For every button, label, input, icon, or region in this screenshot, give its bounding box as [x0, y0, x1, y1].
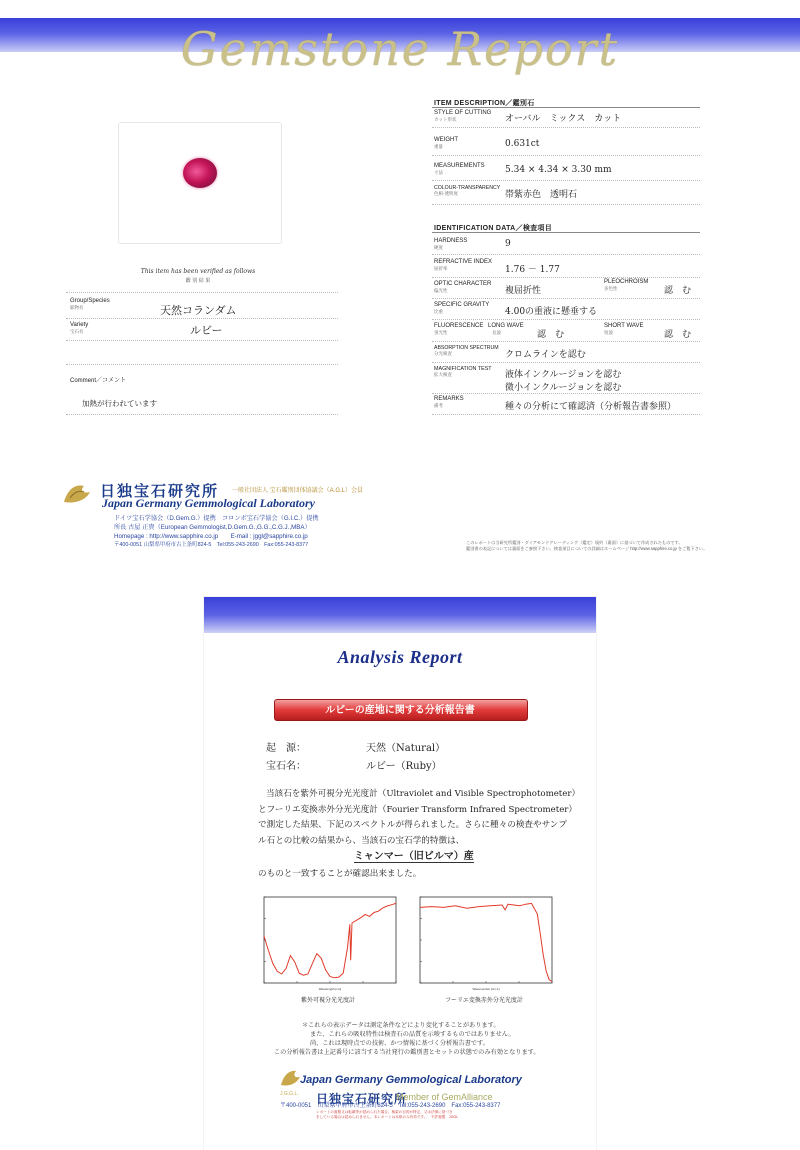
verified-caption: This item has been verified as follows [140, 268, 256, 275]
lab-association: 一般社団法人 宝石鑑別団体協議会（A.G.L）会員 [232, 488, 364, 494]
weight-value: 0.631ct [505, 139, 540, 149]
remarks-label-jp: 備考 [434, 403, 443, 408]
divider [432, 362, 700, 363]
short-wave-value: 認 む [664, 330, 692, 340]
hardness-value: 9 [505, 239, 511, 249]
report-lab-name-en: Japan Germany Gemmological Laboratory [300, 1074, 522, 1086]
magnification-value-2: 微小インクルージョンを認む [505, 383, 622, 393]
fine-print [466, 540, 766, 552]
divider [432, 393, 700, 394]
long-wave-label: LONG WAVE [488, 323, 524, 329]
report-fine-line-1: レポートの複製又は転載等が認められた場合、検索の目的が特定、又は法律に基づき [316, 1110, 453, 1114]
short-wave-label-jp: 短波 [604, 330, 613, 335]
divider [432, 254, 700, 255]
pleochroism-label-jp: 多色性 [604, 286, 618, 291]
short-wave-label: SHORT WAVE [604, 323, 644, 329]
refractive-label-jp: 屈折率 [434, 266, 448, 271]
divider [66, 318, 338, 319]
verified-caption-jp: 鑑 別 結 果 [185, 278, 211, 284]
long-wave-label-jp: 長波 [492, 330, 501, 335]
remarks-label: REMARKS [434, 396, 464, 402]
pleochroism-value: 認 む [664, 286, 692, 296]
lab-line-2: 所長 古屋 正貴（European Gemmologist,D.Gem.G.,G.G.,C.G.J.,MBA） [114, 524, 311, 531]
measurements-value: 5.34 × 4.34 × 3.30 mm [505, 165, 612, 175]
report-fine-print [316, 1110, 516, 1120]
report-title: Analysis Report [337, 647, 463, 667]
uv-vis-spectrum-chart [254, 891, 402, 993]
report-logo-mark-text: J.G.G.L. [280, 1091, 299, 1097]
body-line-1: 当該石を紫外可視分光光度計（Ultraviolet and Visible Spectrophotometer） [266, 789, 581, 799]
weight-label-jp: 重量 [434, 144, 443, 149]
measurements-label: MEASUREMENTS [434, 163, 485, 169]
refractive-value: 1.76 － 1.77 [505, 265, 560, 275]
variety-label: Variety [70, 322, 89, 328]
magnification-label-jp: 拡大検査 [434, 372, 452, 377]
optic-value: 複屈折性 [505, 286, 542, 296]
divider [432, 277, 700, 278]
divider [66, 364, 338, 365]
origin-label: 起 源： [266, 743, 306, 754]
note-line-3: 尚、これは現時点での技術、かつ情報に基づく分析報告書です。 [310, 1040, 489, 1047]
fine-print-line-1: このレポートは当研究所鑑別・ダイアモンドグレーディング（鑑定）規約（裏面）に基づいて作成されたものです。 [466, 540, 683, 545]
divider [66, 414, 338, 415]
gravity-label-jp: 比重 [434, 309, 443, 314]
divider [432, 107, 700, 108]
chart2-caption: フーリエ変換赤外分光光度計 [445, 998, 523, 1004]
body-line-3: で測定した結果、下記のスペクトルが得られました。さらに種々の検査やサンプ [258, 820, 567, 830]
style-value: オーバル ミックス カット [505, 114, 622, 124]
magnification-label: MAGNIFICATION TEST [434, 366, 492, 372]
lab-line-4: 〒400-0051 山梨県甲府市古上条町824-5 Tel:055-243-2690 Fax:055-243-8377 [114, 542, 309, 548]
note-line-2: また、これらの吸収特性は検査石の品質を示唆するものではありません。 [310, 1031, 515, 1038]
report-logo-icon [278, 1067, 302, 1091]
lab-name-jp: 日独宝石研究所 [100, 483, 220, 500]
lab-line-3: Homepage : http://www.sapphire.co.jp E-mail : jggl@sapphire.co.jp [114, 533, 308, 540]
hardness-label: HARDNESS [434, 238, 468, 244]
divider [432, 127, 700, 128]
member-gemalliance: Member of GemAlliance [396, 1092, 493, 1102]
style-label-jp: カット形状 [434, 117, 457, 122]
gravity-label: SPECIFIC GRAVITY [434, 302, 490, 308]
comment-label: Comment／コメント [70, 378, 127, 384]
style-label: STYLE OF CUTTING [434, 110, 492, 116]
gemstone-report-certificate [0, 0, 800, 566]
divider [66, 340, 338, 341]
divider [432, 319, 700, 320]
report-fine-line-2: をしている場合は認められません。本レポートは本紙のみ有効です。 不許複製 JGGL [316, 1115, 459, 1119]
divider [432, 204, 700, 205]
hardness-label-jp: 硬度 [434, 245, 443, 250]
divider [432, 155, 700, 156]
lab-line-1: ドイツ宝石学協会（D.Gem.G.）提携 コロンボ宝石学協会（G.I.C.）提携 [114, 515, 319, 522]
pleochroism-label: PLEOCHROISM [604, 279, 649, 285]
lab-logo-icon [60, 480, 96, 508]
species-label-jp: 鉱物名 [70, 305, 84, 310]
chart2-xlabel: Wavenumber [cm-1] [472, 987, 500, 991]
gem-label: 宝石名： [266, 761, 306, 772]
variety-value: ルビー [190, 324, 223, 337]
divider [432, 180, 700, 181]
species-label: Group/Species [70, 298, 110, 304]
colour-value: 帯紫赤色 透明石 [505, 190, 578, 200]
measurements-label-jp: 寸法 [434, 170, 443, 175]
ftir-spectrum-chart [410, 891, 558, 993]
gravity-value: 4.00の重液に懸垂する [505, 307, 598, 317]
divider [432, 414, 700, 415]
magnification-value-1: 液体インクルージョンを認む [505, 370, 622, 380]
weight-label: WEIGHT [434, 137, 458, 143]
gem-photo [183, 158, 217, 188]
certificate-title: Gemstone Report [180, 22, 620, 76]
report-notes [274, 1021, 584, 1057]
remarks-value: 種々の分析にて確認済（分析報告書参照） [505, 402, 677, 412]
report-address: 〒400-0051 山梨県甲府市古上条町824-5 Tel:055-243-2690 Fax:055-243-8377 [280, 1103, 501, 1109]
variety-label-jp: 宝石名 [70, 329, 84, 334]
body-line-5: のものと一致することが確認出来ました。 [258, 869, 422, 879]
origin-value: 天然（Natural） [366, 743, 446, 754]
chart1-caption: 紫外可視分光光度計 [300, 998, 355, 1004]
body-line-2: とフーリエ変換赤外分光光度計（Fourier Transform Infrared Spectrometer） [258, 804, 577, 815]
body-line-4: ル石との比較の結果から、当該石の宝石学的特徴は、 [258, 835, 465, 846]
absorption-value: クロムラインを認む [505, 350, 586, 360]
fluorescence-label: FLUORESCENCE [434, 323, 484, 329]
note-line-1: ＊これらの表示データは測定条件などにより変化することがあります。 [302, 1022, 500, 1029]
optic-label-jp: 偏光性 [434, 288, 448, 293]
species-value: 天然コランダム [160, 304, 237, 317]
gem-value: ルビー（Ruby） [366, 761, 442, 772]
divider [432, 232, 700, 233]
divider [432, 298, 700, 299]
divider [66, 292, 338, 293]
comment-value: 加熱が行われています [82, 399, 157, 408]
report-header-band [204, 597, 596, 633]
chart1-frame [264, 897, 396, 983]
item-description-title: ITEM DESCRIPTION／鑑別石 [434, 100, 535, 107]
identification-title: IDENTIFICATION DATA／検査項目 [434, 225, 553, 232]
chart2-frame [420, 897, 552, 983]
refractive-label: REFRACTIVE INDEX [434, 259, 493, 265]
colour-label-jp: 色相-透明度 [434, 191, 458, 196]
absorption-label-jp: 分光検査 [434, 351, 452, 356]
lab-name-en: Japan Germany Gemmological Laboratory [102, 496, 315, 510]
divider [432, 341, 700, 342]
colour-label: COLOUR-TRANSPARENCY [434, 185, 501, 191]
absorption-label: ABSORPTION SPECTRUM [434, 345, 499, 351]
long-wave-value: 認 む [537, 330, 565, 340]
fine-print-line-2: 鑑別書の表記については裏面をご参照下さい。検査項目についての詳細はホームページ http://www.sapphire.co.jp をご覧下さい。 [466, 546, 708, 551]
report-body [258, 787, 588, 849]
report-banner-text: ルビーの産地に関する分析報告書 [325, 705, 475, 716]
analysis-report [204, 597, 596, 1150]
fluorescence-label-jp: 蛍光性 [434, 330, 448, 335]
optic-label: OPTIC CHARACTER [434, 281, 492, 287]
chart1-xlabel: Wavelength [nm] [318, 987, 342, 991]
note-line-4: この分析報告書は上記番号に該当する当社発行の鑑別書とセットの状態でのみ有効となります。 [274, 1049, 540, 1056]
origin-result: ミャンマー（旧ビルマ）産 [354, 847, 474, 863]
report-lab-name-jp: 日独宝石研究所 [316, 1092, 408, 1106]
